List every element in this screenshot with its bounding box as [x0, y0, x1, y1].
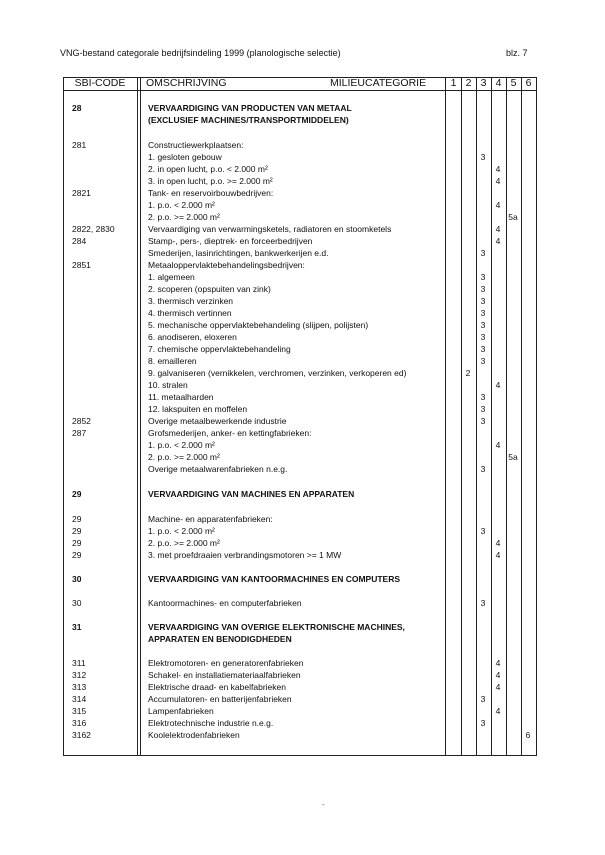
column-header-cat-2: 2 [465, 77, 472, 89]
milieu-category-value: 4 [495, 440, 501, 450]
column-divider-code-inner [140, 77, 141, 756]
sbi-code: 2822, 2830 [72, 224, 115, 234]
column-divider-desc [445, 77, 446, 756]
milieu-category-value: 3 [480, 416, 486, 426]
milieu-category-value: 5a [508, 452, 518, 462]
sbi-code: 29 [72, 514, 82, 524]
row-description: 2. p.o. >= 2.000 m² [148, 452, 220, 462]
column-header-omschrijving: OMSCHRIJVING [146, 77, 227, 89]
row-description: 1. p.o. < 2.000 m² [148, 526, 215, 536]
milieu-category-value: 4 [495, 550, 501, 560]
milieu-category-value: 3 [480, 332, 486, 342]
table-frame [63, 77, 537, 756]
row-description: 12. lakspuiten en moffelen [148, 404, 248, 414]
row-description: Accumulatoren- en batterijenfabrieken [148, 694, 292, 704]
sbi-code: 30 [72, 574, 82, 584]
row-description: 2. p.o. >= 2.000 m² [148, 538, 220, 548]
milieu-category-value: 6 [525, 730, 531, 740]
row-description: 3. in open lucht, p.o. >= 2.000 m² [148, 176, 273, 186]
sbi-code: 28 [72, 103, 82, 113]
row-description: Lampenfabrieken [148, 706, 214, 716]
row-description: Constructiewerkplaatsen: [148, 140, 244, 150]
row-description: Schakel- en installatiemateriaalfabrieken [148, 670, 301, 680]
row-description: 1. p.o. < 2.000 m² [148, 200, 215, 210]
row-description: Tank- en reservoirbouwbedrijven: [148, 188, 274, 198]
milieu-category-value: 3 [480, 718, 486, 728]
column-divider-cat5 [521, 77, 522, 756]
sbi-code: 287 [72, 428, 87, 438]
row-description: 3. thermisch verzinken [148, 296, 234, 306]
row-description: VERVAARDIGING VAN PRODUCTEN VAN METAAL [148, 103, 352, 113]
row-description: Overige metaalwarenfabrieken n.e.g. [148, 464, 288, 474]
column-divider-code [137, 77, 138, 756]
column-header-sbi-code: SBI-CODE [74, 77, 126, 89]
milieu-category-value: 3 [480, 284, 486, 294]
sbi-code: 3162 [72, 730, 91, 740]
milieu-category-value: 4 [495, 236, 501, 246]
page-number: blz. 7 [506, 48, 528, 58]
sbi-code: 314 [72, 694, 87, 704]
milieu-category-value: 4 [495, 200, 501, 210]
milieu-category-value: 3 [480, 464, 486, 474]
row-description: 8. emailleren [148, 356, 197, 366]
milieu-category-value: 4 [495, 176, 501, 186]
column-header-cat-6: 6 [525, 77, 532, 89]
footer-mark: - [322, 800, 325, 809]
row-description: (EXCLUSIEF MACHINES/TRANSPORTMIDDELEN) [148, 115, 349, 125]
row-description: 2. in open lucht, p.o. < 2.000 m² [148, 164, 268, 174]
milieu-category-value: 3 [480, 248, 486, 258]
column-header-milieucategorie: MILIEUCATEGORIE [330, 77, 427, 89]
row-description: 1. algemeen [148, 272, 195, 282]
milieu-category-value: 3 [480, 526, 486, 536]
milieu-category-value: 4 [495, 164, 501, 174]
column-header-cat-3: 3 [480, 77, 487, 89]
column-header-cat-4: 4 [495, 77, 502, 89]
milieu-category-value: 3 [480, 344, 486, 354]
sbi-code: 284 [72, 236, 87, 246]
milieu-category-value: 3 [480, 694, 486, 704]
row-description: 10. stralen [148, 380, 188, 390]
milieu-category-value: 3 [480, 272, 486, 282]
milieu-category-value: 3 [480, 404, 486, 414]
row-description: Elektrische draad- en kabelfabrieken [148, 682, 286, 692]
milieu-category-value: 4 [495, 538, 501, 548]
milieu-category-value: 3 [480, 598, 486, 608]
row-description: 2. scoperen (opspuiten van zink) [148, 284, 271, 294]
sbi-code: 315 [72, 706, 87, 716]
header-divider [63, 90, 537, 91]
column-header-cat-5: 5 [510, 77, 517, 89]
row-description: Kantoormachines- en computerfabrieken [148, 598, 302, 608]
row-description: Koolelektrodenfabrieken [148, 730, 240, 740]
row-description: Elektromotoren- en generatorenfabrieken [148, 658, 304, 668]
milieu-category-value: 4 [495, 670, 501, 680]
milieu-category-value: 5a [508, 212, 518, 222]
row-description: Smederijen, lasinrichtingen, bankwerkerijen e.d. [148, 248, 329, 258]
sbi-code: 2851 [72, 260, 91, 270]
sbi-code: 29 [72, 526, 82, 536]
row-description: 7. chemische oppervlaktebehandeling [148, 344, 291, 354]
row-description: VERVAARDIGING VAN OVERIGE ELEKTRONISCHE MACHINES, [148, 622, 405, 632]
row-description: Stamp-, pers-, dieptrek- en forceerbedrijven [148, 236, 313, 246]
column-divider-cat4 [506, 77, 507, 756]
row-description: Elektrotechnische industrie n.e.g. [148, 718, 274, 728]
row-description: 9. galvaniseren (vernikkelen, verchromen, verzinken, verkoperen ed) [148, 368, 407, 378]
row-description: Metaaloppervlaktebehandelingsbedrijven: [148, 260, 305, 270]
sbi-code: 312 [72, 670, 87, 680]
sbi-code: 29 [72, 489, 82, 499]
row-description: 1. p.o. < 2.000 m² [148, 440, 215, 450]
row-description: Overige metaalbewerkende industrie [148, 416, 287, 426]
row-description: 2. p.o. >= 2.000 m² [148, 212, 220, 222]
milieu-category-value: 4 [495, 706, 501, 716]
row-description: VERVAARDIGING VAN MACHINES EN APPARATEN [148, 489, 355, 499]
row-description: Vervaardiging van verwarmingsketels, radiatoren en stoomketels [148, 224, 392, 234]
milieu-category-value: 3 [480, 152, 486, 162]
column-header-cat-1: 1 [450, 77, 457, 89]
sbi-code: 2852 [72, 416, 91, 426]
milieu-category-value: 4 [495, 682, 501, 692]
milieu-category-value: 4 [495, 380, 501, 390]
sbi-code: 29 [72, 550, 82, 560]
row-description: APPARATEN EN BENODIGDHEDEN [148, 634, 292, 644]
sbi-code: 30 [72, 598, 82, 608]
sbi-code: 316 [72, 718, 87, 728]
milieu-category-value: 3 [480, 296, 486, 306]
row-description: 3. met proefdraaien verbrandingsmotoren >= 1 MW [148, 550, 342, 560]
sbi-code: 281 [72, 140, 87, 150]
milieu-category-value: 3 [480, 392, 486, 402]
column-divider-cat1 [461, 77, 462, 756]
milieu-category-value: 4 [495, 224, 501, 234]
milieu-category-value: 3 [480, 308, 486, 318]
sbi-code: 313 [72, 682, 87, 692]
row-description: 1. gesloten gebouw [148, 152, 222, 162]
milieu-category-value: 3 [480, 320, 486, 330]
row-description: 6. anodiseren, eloxeren [148, 332, 237, 342]
row-description: Grofsmederijen, anker- en kettingfabrieken: [148, 428, 312, 438]
sbi-code: 29 [72, 538, 82, 548]
row-description: Machine- en apparatenfabrieken: [148, 514, 273, 524]
row-description: 5. mechanische oppervlaktebehandeling (slijpen, polijsten) [148, 320, 369, 330]
milieu-category-value: 4 [495, 658, 501, 668]
row-description: VERVAARDIGING VAN KANTOORMACHINES EN COMPUTERS [148, 574, 401, 584]
document-header-title: VNG-bestand categorale bedrijfsindeling 1999 (planologische selectie) [60, 48, 341, 58]
milieu-category-value: 2 [465, 368, 471, 378]
sbi-code: 2821 [72, 188, 91, 198]
row-description: 4. thermisch vertinnen [148, 308, 232, 318]
sbi-code: 31 [72, 622, 82, 632]
sbi-code: 311 [72, 658, 86, 668]
milieu-category-value: 3 [480, 356, 486, 366]
row-description: 11. metaalharden [148, 392, 214, 402]
